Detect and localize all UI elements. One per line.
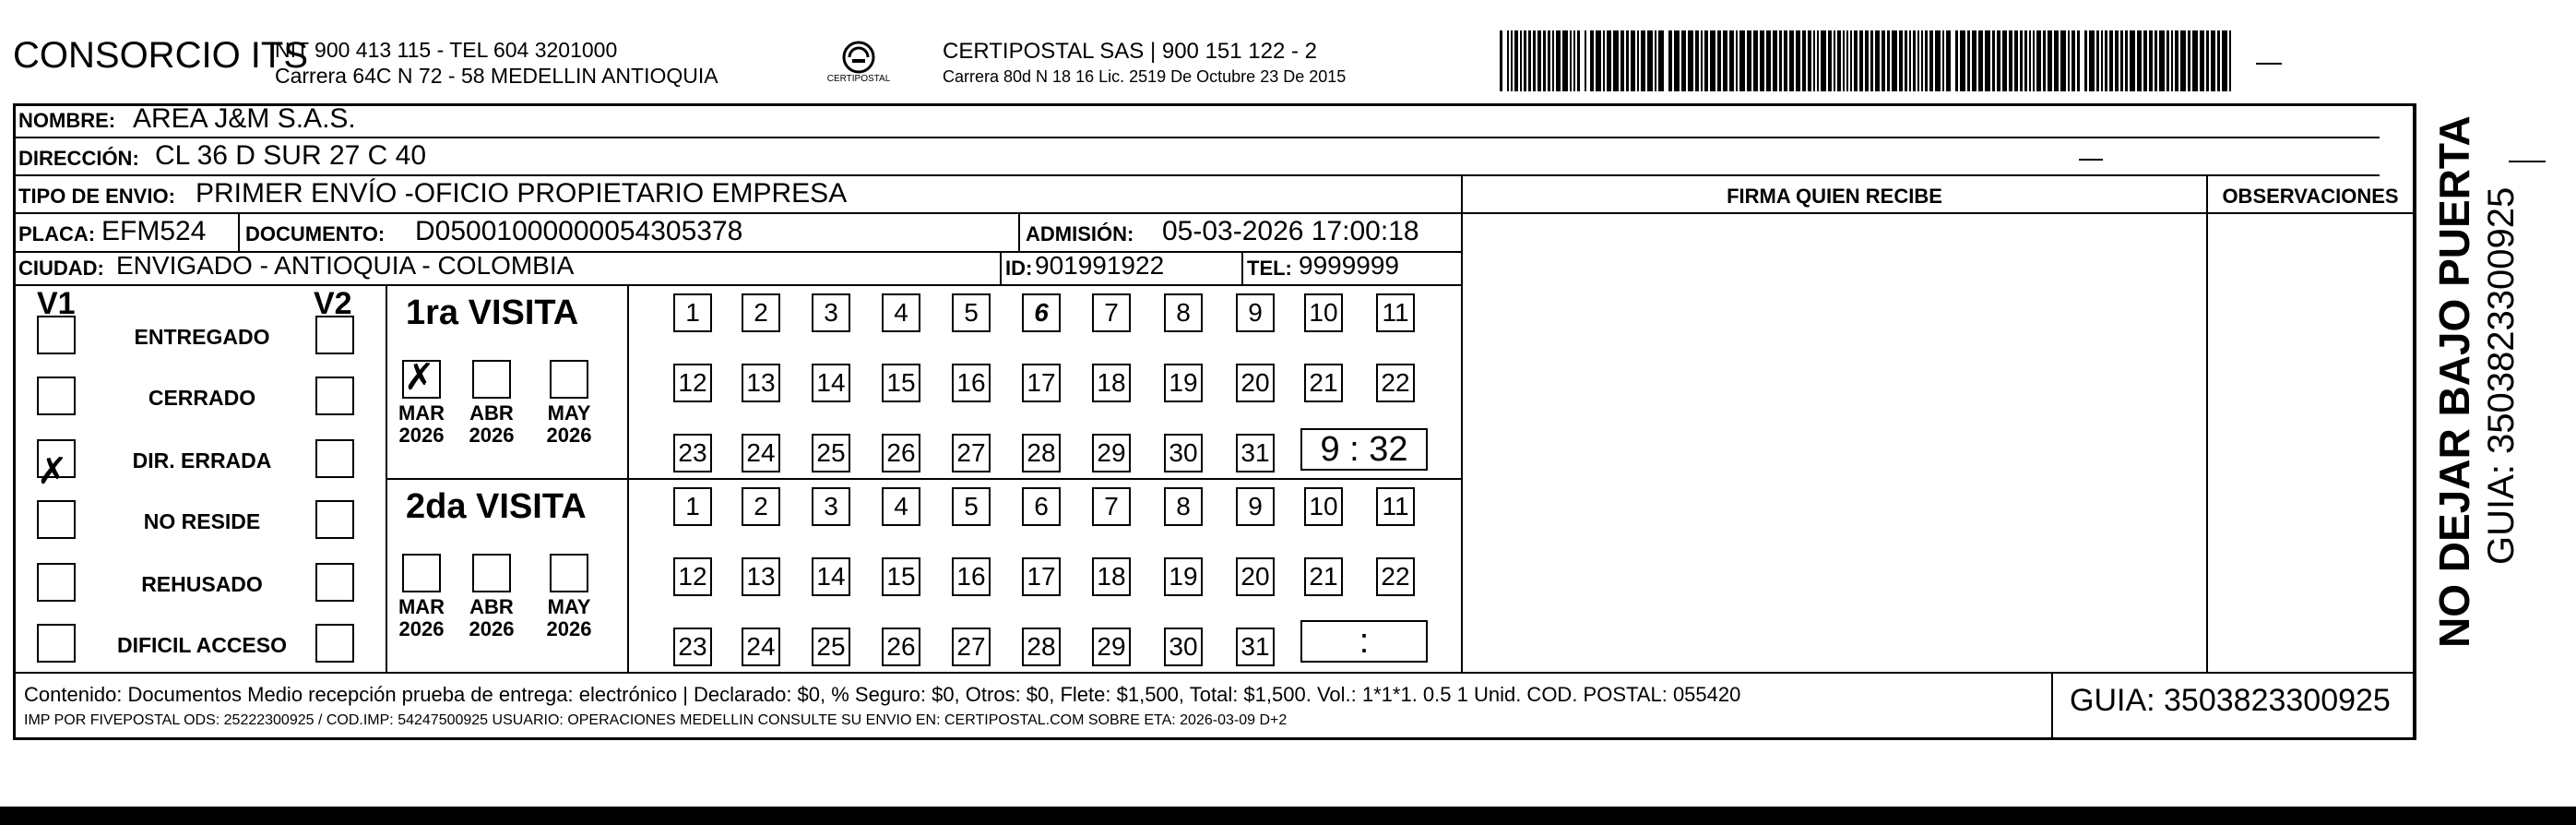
day-box[interactable]: 23 xyxy=(673,434,712,472)
direccion-label: DIRECCIÓN: xyxy=(18,147,139,170)
barcode-bar xyxy=(1570,30,1572,91)
barcode-bar xyxy=(1875,30,1880,91)
barcode-bar xyxy=(1736,30,1738,91)
barcode-bar xyxy=(1870,30,1873,91)
barcode-bar xyxy=(1528,30,1531,91)
barcode-bar xyxy=(2175,30,2178,91)
day-box[interactable]: 1 xyxy=(673,293,712,332)
barcode-bar xyxy=(1955,30,1958,91)
divider xyxy=(2413,103,2415,740)
month-label xyxy=(394,596,449,640)
divider xyxy=(2206,174,2208,673)
status-label: ENTREGADO xyxy=(134,325,270,349)
barcode-bar xyxy=(2048,30,2052,91)
barcode-bar xyxy=(1808,30,1811,91)
divider xyxy=(13,212,1461,214)
certipostal-logo-icon xyxy=(819,37,898,100)
barcode-bar xyxy=(1729,30,1734,91)
barcode-bar xyxy=(2130,30,2135,91)
day-box[interactable]: 10 xyxy=(1304,293,1343,332)
barcode-bar xyxy=(1921,30,1923,91)
month-year: 2026 xyxy=(469,617,515,640)
placa-label: PLACA: xyxy=(18,222,96,245)
divider xyxy=(1461,212,2416,214)
day-box[interactable]: 17 xyxy=(1022,364,1061,402)
barcode-bar xyxy=(1655,30,1656,91)
barcode-bar xyxy=(1701,30,1703,91)
barcode-bar xyxy=(1695,30,1699,91)
v2-checkbox[interactable] xyxy=(315,439,354,478)
day-box[interactable]: 31 xyxy=(1236,434,1275,472)
day-box[interactable]: 30 xyxy=(1164,628,1203,666)
day-box[interactable]: 4 xyxy=(882,293,920,332)
day-box[interactable]: 8 xyxy=(1164,293,1203,332)
divider xyxy=(13,284,1461,286)
month-year: 2026 xyxy=(469,424,515,447)
id-label: ID: xyxy=(1005,257,1033,280)
barcode-bar xyxy=(2180,30,2186,91)
barcode-bar xyxy=(1828,30,1832,91)
month-checkbox[interactable] xyxy=(402,554,441,592)
divider xyxy=(1000,251,1002,284)
day-box[interactable]: 3 xyxy=(812,487,850,526)
v2-checkbox[interactable] xyxy=(315,316,354,354)
barcode-bar xyxy=(1865,30,1869,91)
barcode-bar xyxy=(1674,30,1680,91)
day-box[interactable]: 18 xyxy=(1092,364,1131,402)
barcode-bar xyxy=(1946,30,1951,91)
day-box[interactable]: 25 xyxy=(812,434,850,472)
month-name: MAR xyxy=(398,595,445,618)
month-label xyxy=(464,402,519,447)
status-label: DIFICIL ACCESO xyxy=(116,633,287,657)
divider xyxy=(627,284,629,672)
v1-checkbox[interactable] xyxy=(37,500,76,539)
second-visit-title: 2da VISITA xyxy=(406,487,587,526)
month-label xyxy=(541,596,597,640)
day-box[interactable]: 19 xyxy=(1164,557,1203,596)
v2-header: V2 xyxy=(314,286,352,321)
barcode-bar xyxy=(1552,30,1554,91)
barcode-bar xyxy=(2089,30,2095,91)
day-box[interactable]: 27 xyxy=(952,434,991,472)
barcode-bar xyxy=(1789,30,1794,91)
day-box[interactable]: 7 xyxy=(1092,293,1131,332)
divider xyxy=(2509,161,2546,162)
v2-checkbox[interactable] xyxy=(315,377,354,415)
barcode-bar xyxy=(1710,30,1715,91)
day-box[interactable]: 8 xyxy=(1164,487,1203,526)
barcode-bar xyxy=(1978,30,1983,91)
barcode-bar xyxy=(1562,30,1568,91)
month-label xyxy=(541,402,597,447)
day-box[interactable]: 24 xyxy=(742,434,780,472)
barcode-bar xyxy=(1821,30,1826,91)
day-box[interactable]: 13 xyxy=(742,557,780,596)
barcode-bar xyxy=(1585,30,1586,91)
barcode-bar xyxy=(1631,30,1635,91)
barcode-bar xyxy=(1688,30,1693,91)
day-box[interactable]: 25 xyxy=(812,628,850,666)
first-visit-title: 1ra VISITA xyxy=(406,293,579,332)
tel-label: TEL: xyxy=(1247,257,1292,280)
barcode-bar xyxy=(2036,30,2041,91)
barcode-bar xyxy=(1925,30,1928,91)
tipo-envio-label: TIPO DE ENVIO: xyxy=(18,185,175,208)
v1-checkbox[interactable] xyxy=(37,377,76,415)
barcode-bar xyxy=(1500,30,1502,91)
month-label xyxy=(394,402,449,447)
v2-checkbox[interactable] xyxy=(315,624,354,663)
placa-value: EFM524 xyxy=(101,216,207,246)
day-box[interactable]: 22 xyxy=(1376,557,1415,596)
barcode-bar xyxy=(1834,30,1835,91)
month-label xyxy=(464,596,519,640)
observaciones-header: OBSERVACIONES xyxy=(2222,185,2399,208)
barcode-bar xyxy=(1739,30,1745,91)
divider xyxy=(13,137,2380,138)
barcode-bar xyxy=(2143,30,2147,91)
barcode-bar xyxy=(1524,30,1526,91)
day-box[interactable]: 2 xyxy=(742,487,780,526)
barcode-bar xyxy=(1779,30,1782,91)
day-box[interactable]: 9 xyxy=(1236,487,1275,526)
barcode-bar xyxy=(2149,30,2153,91)
barcode-bar xyxy=(1520,30,1522,91)
day-box[interactable]: 31 xyxy=(1236,628,1275,666)
day-box[interactable]: 28 xyxy=(1022,628,1061,666)
day-box[interactable]: 14 xyxy=(812,557,850,596)
barcode-bar xyxy=(2060,30,2066,91)
nit-line: NIT 900 413 115 - TEL 604 3201000 xyxy=(275,38,618,62)
barcode-bar xyxy=(1854,30,1858,91)
month-name: MAR xyxy=(398,401,445,424)
day-box[interactable]: 11 xyxy=(1376,487,1415,526)
barcode-bar xyxy=(1859,30,1863,91)
barcode-bar xyxy=(1882,30,1885,91)
barcode-bar xyxy=(1796,30,1800,91)
month-checkbox[interactable] xyxy=(550,554,588,592)
barcode-bar xyxy=(1681,30,1686,91)
barcode-bar xyxy=(2024,30,2027,91)
day-box[interactable]: 19 xyxy=(1164,364,1203,402)
barcode-bar xyxy=(1590,30,1594,91)
day-box[interactable]: 7 xyxy=(1092,487,1131,526)
barcode-bar xyxy=(1843,30,1845,91)
status-label: DIR. ERRADA xyxy=(132,448,272,472)
barcode-bar xyxy=(1723,30,1727,91)
direccion-value: CL 36 D SUR 27 C 40 xyxy=(155,140,427,171)
barcode-bar xyxy=(1887,30,1890,91)
documento-label: DOCUMENTO: xyxy=(245,222,386,245)
barcode-bar xyxy=(2077,30,2080,91)
barcode-bar xyxy=(2125,30,2128,91)
barcode-bar xyxy=(2101,30,2103,91)
v1-header: V1 xyxy=(37,286,76,321)
nombre-value: AREA J&M S.A.S. xyxy=(133,103,356,134)
day-box[interactable]: 17 xyxy=(1022,557,1061,596)
barcode-bar xyxy=(2206,30,2209,91)
tel-value: 9999999 xyxy=(1299,251,1400,280)
barcode-bar xyxy=(2166,30,2169,91)
barcode-bar xyxy=(1960,30,1965,91)
logo-text: CERTIPOSTAL xyxy=(826,74,891,84)
barcode-bar xyxy=(1909,30,1911,91)
barcode-bar xyxy=(2014,30,2018,91)
barcode-bar xyxy=(1641,30,1645,91)
barcode-bar xyxy=(1899,30,1903,91)
v1-checkbox[interactable] xyxy=(37,316,76,354)
barcode-bar xyxy=(2105,30,2107,91)
day-box[interactable]: 18 xyxy=(1092,557,1131,596)
address-line: Carrera 64C N 72 - 58 MEDELLIN ANTIOQUIA xyxy=(275,64,718,88)
barcode-bar xyxy=(1892,30,1897,91)
divider xyxy=(386,478,1461,480)
barcode-bar xyxy=(2137,30,2142,91)
day-box[interactable]: 14 xyxy=(812,364,850,402)
documento-value: D05001000000054305378 xyxy=(415,216,743,246)
barcode-bar xyxy=(1613,30,1619,91)
admision-label: ADMISIÓN: xyxy=(1026,222,1134,245)
day-box[interactable]: 3 xyxy=(812,293,850,332)
barcode-bar xyxy=(1620,30,1624,91)
day-box[interactable]: 12 xyxy=(673,364,712,402)
day-box[interactable]: 27 xyxy=(952,628,991,666)
day-box[interactable]: 15 xyxy=(882,364,920,402)
day-box[interactable]: 20 xyxy=(1236,557,1275,596)
barcode-bar xyxy=(2068,30,2070,91)
divider xyxy=(13,174,2380,176)
barcode-bar xyxy=(1846,30,1848,91)
divider xyxy=(1018,212,1020,251)
barcode-bar xyxy=(1747,30,1751,91)
day-box[interactable]: 2 xyxy=(742,293,780,332)
month-name: MAY xyxy=(547,595,591,618)
ciudad-label: CIUDAD: xyxy=(18,257,104,280)
day-box[interactable]: 9 xyxy=(1236,293,1275,332)
barcode-bar xyxy=(1837,30,1841,91)
barcode-bar xyxy=(2192,30,2198,91)
day-box[interactable]: 24 xyxy=(742,628,780,666)
day-box[interactable]: 15 xyxy=(882,557,920,596)
barcode-bar xyxy=(1784,30,1787,91)
barcode-bar xyxy=(1543,30,1546,91)
barcode-bar xyxy=(1573,30,1575,91)
day-box[interactable]: 16 xyxy=(952,364,991,402)
month-name: ABR xyxy=(469,401,514,424)
divider xyxy=(386,284,387,672)
barcode-bar xyxy=(1802,30,1806,91)
scan-edge xyxy=(0,807,2576,825)
barcode-bar xyxy=(2096,30,2099,91)
status-label: REHUSADO xyxy=(141,572,263,596)
day-box[interactable]: 5 xyxy=(952,487,991,526)
day-box[interactable]: 21 xyxy=(1304,364,1343,402)
barcode-bar xyxy=(1533,30,1536,91)
month-year: 2026 xyxy=(546,424,592,447)
day-box[interactable]: 11 xyxy=(1376,293,1415,332)
barcode-bar xyxy=(1929,30,1933,91)
day-box[interactable]: 20 xyxy=(1236,364,1275,402)
barcode-bar xyxy=(2217,30,2220,91)
barcode xyxy=(1500,30,2232,91)
side-warning-text: NO DEJAR BAJO PUERTA xyxy=(2430,115,2478,648)
day-box[interactable]: 6 xyxy=(1022,293,1061,332)
barcode-bar xyxy=(1607,30,1611,91)
month-year: 2026 xyxy=(398,617,445,640)
barcode-bar xyxy=(1556,30,1561,91)
v2-checkbox[interactable] xyxy=(315,563,354,602)
barcode-bar xyxy=(2109,30,2113,91)
status-label: CERRADO xyxy=(148,386,256,410)
barcode-bar xyxy=(1626,30,1629,91)
barcode-bar xyxy=(1773,30,1777,91)
divider xyxy=(13,672,2416,674)
barcode-bar xyxy=(2115,30,2119,91)
barcode-bar xyxy=(1985,30,1990,91)
barcode-bar xyxy=(1647,30,1653,91)
day-box[interactable]: 26 xyxy=(882,628,920,666)
barcode-bar xyxy=(2188,30,2190,91)
footer-print-line: IMP POR FIVEPOSTAL ODS: 25222300925 / COD.IMP: 54247500925 USUARIO: OPERACIONES MEDELLIN CONSULTE SU ENVIO EN: CERTIPOSTAL.COM SOBRE ETA: 2026-03-09 D+2 xyxy=(24,712,1288,728)
footer-content-line: Contenido: Documentos Medio recepción prueba de entrega: electrónico | Declarado: $0, % Seguro: $0, Otros: $0, Flete: $1,500, Total: $1,500. Vol.: 1*1*1. 0.5 1 Unid. COD. POSTAL: 055420 xyxy=(24,683,1741,706)
day-box[interactable]: 6 xyxy=(1022,487,1061,526)
barcode-bar xyxy=(2200,30,2204,91)
barcode-bar xyxy=(2159,30,2165,91)
barcode-bar xyxy=(2155,30,2157,91)
barcode-bar xyxy=(1658,30,1664,91)
barcode-bar xyxy=(1577,30,1580,91)
month-checkbox[interactable] xyxy=(472,360,511,399)
barcode-bar xyxy=(1905,30,1907,91)
day-box[interactable]: 16 xyxy=(952,557,991,596)
barcode-bar xyxy=(2120,30,2123,91)
day-box[interactable]: 23 xyxy=(673,628,712,666)
certipostal-line2: Carrera 80d N 18 16 Lic. 2519 De Octubre 23 De 2015 xyxy=(943,67,1347,86)
barcode-bar xyxy=(1537,30,1541,91)
certipostal-line1: CERTIPOSTAL SAS | 900 151 122 - 2 xyxy=(943,39,1317,64)
month-year: 2026 xyxy=(546,617,592,640)
barcode-bar xyxy=(2222,30,2227,91)
barcode-bar xyxy=(2084,30,2087,91)
barcode-bar xyxy=(1942,30,1944,91)
barcode-bar xyxy=(1753,30,1758,91)
barcode-bar xyxy=(1992,30,1995,91)
day-box[interactable]: 29 xyxy=(1092,628,1131,666)
firma-header: FIRMA QUIEN RECIBE xyxy=(1727,185,1942,208)
barcode-bar xyxy=(1913,30,1916,91)
barcode-bar xyxy=(2071,30,2075,91)
nombre-label: NOMBRE: xyxy=(18,109,116,132)
barcode-bar xyxy=(1668,30,1672,91)
barcode-bar xyxy=(1760,30,1764,91)
barcode-bar xyxy=(2009,30,2012,91)
barcode-bar xyxy=(2229,30,2231,91)
divider xyxy=(2256,63,2282,65)
tipo-envio-value: PRIMER ENVÍO -OFICIO PROPIETARIO EMPRESA xyxy=(196,178,848,209)
barcode-bar xyxy=(1596,30,1601,91)
barcode-bar xyxy=(1603,30,1605,91)
v2-checkbox[interactable] xyxy=(315,500,354,539)
barcode-bar xyxy=(1717,30,1721,91)
barcode-bar xyxy=(1972,30,1977,91)
month-year: 2026 xyxy=(398,424,445,447)
divider xyxy=(2079,159,2103,161)
second-visit-time[interactable]: : xyxy=(1300,620,1428,663)
id-value: 901991922 xyxy=(1035,251,1165,280)
day-box[interactable]: 21 xyxy=(1304,557,1343,596)
barcode-bar xyxy=(2029,30,2031,91)
barcode-bar xyxy=(2043,30,2046,91)
first-visit-time[interactable]: 9 : 32 xyxy=(1300,428,1428,471)
barcode-bar xyxy=(2171,30,2173,91)
barcode-bar xyxy=(2002,30,2007,91)
day-box[interactable]: 12 xyxy=(673,557,712,596)
status-label: NO RESIDE xyxy=(143,509,261,533)
barcode-bar xyxy=(1817,30,1819,91)
barcode-bar xyxy=(1967,30,1970,91)
checkmark-icon: ✗ xyxy=(37,450,68,493)
checkmark-icon: ✗ xyxy=(404,356,435,399)
barcode-bar xyxy=(2211,30,2215,91)
divider xyxy=(1461,174,1463,673)
admision-value: 05-03-2026 17:00:18 xyxy=(1162,216,1419,246)
day-box[interactable]: 4 xyxy=(882,487,920,526)
barcode-bar xyxy=(1813,30,1815,91)
day-box[interactable]: 28 xyxy=(1022,434,1061,472)
v1-checkbox[interactable] xyxy=(37,624,76,663)
ciudad-value: ENVIGADO - ANTIOQUIA - COLOMBIA xyxy=(116,251,575,280)
day-box[interactable]: 26 xyxy=(882,434,920,472)
company-name: CONSORCIO ITS xyxy=(13,35,309,76)
barcode-bar xyxy=(1997,30,2000,91)
barcode-bar xyxy=(1704,30,1708,91)
barcode-bar xyxy=(1766,30,1771,91)
day-box[interactable]: 13 xyxy=(742,364,780,402)
side-guia-text: GUIA: 3503823300925 xyxy=(2481,186,2522,565)
month-name: ABR xyxy=(469,595,514,618)
barcode-bar xyxy=(2020,30,2023,91)
barcode-bar xyxy=(1511,30,1513,91)
barcode-bar xyxy=(1637,30,1639,91)
month-checkbox[interactable] xyxy=(550,360,588,399)
barcode-bar xyxy=(2054,30,2059,91)
day-box[interactable]: 5 xyxy=(952,293,991,332)
divider xyxy=(1241,251,1243,284)
barcode-bar xyxy=(1548,30,1550,91)
guia-number: GUIA: 3503823300925 xyxy=(2070,683,2391,718)
day-box[interactable]: 30 xyxy=(1164,434,1203,472)
month-checkbox[interactable] xyxy=(472,554,511,592)
company-info xyxy=(275,37,718,89)
barcode-bar xyxy=(1850,30,1852,91)
divider xyxy=(2051,672,2053,740)
day-box[interactable]: 1 xyxy=(673,487,712,526)
v1-checkbox[interactable] xyxy=(37,563,76,602)
barcode-bar xyxy=(1507,30,1509,91)
day-box[interactable]: 10 xyxy=(1304,487,1343,526)
barcode-bar xyxy=(2033,30,2035,91)
day-box[interactable]: 22 xyxy=(1376,364,1415,402)
divider xyxy=(238,212,240,251)
barcode-bar xyxy=(1514,30,1518,91)
barcode-bar xyxy=(1917,30,1919,91)
barcode-bar xyxy=(1935,30,1941,91)
month-name: MAY xyxy=(547,401,591,424)
day-box[interactable]: 29 xyxy=(1092,434,1131,472)
